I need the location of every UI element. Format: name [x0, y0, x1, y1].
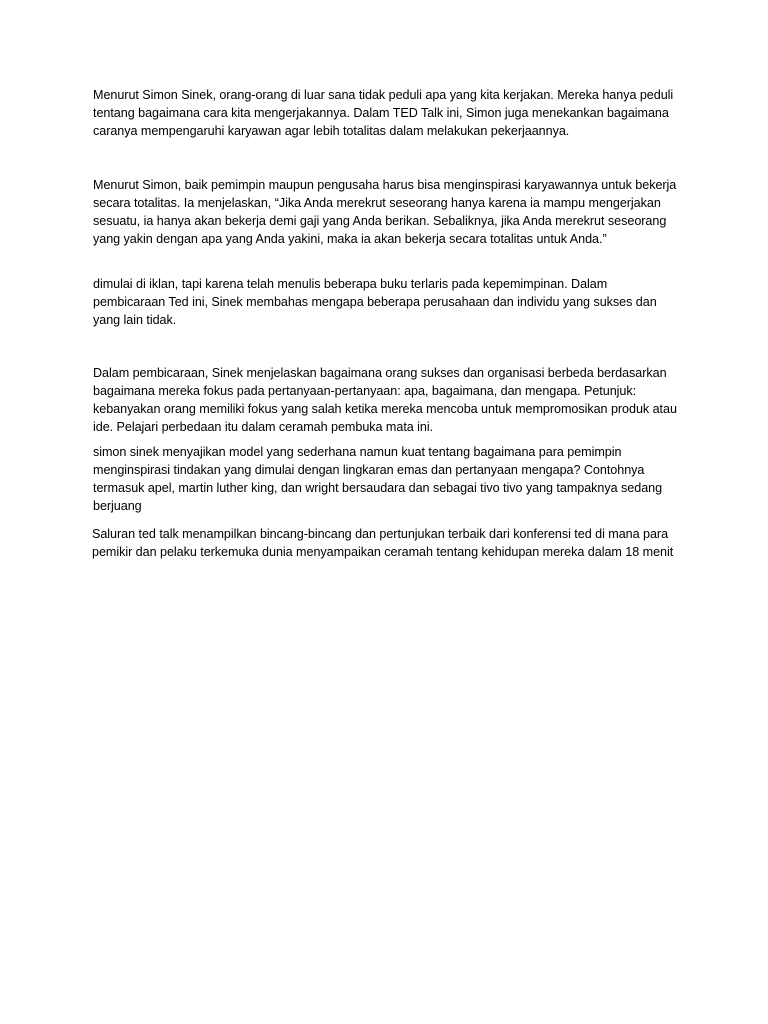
paragraph-golden-circle: simon sinek menyajikan model yang sederhana namun kuat tentang bagaimana para pemimpin menginspirasi tindakan yang dimulai dengan lingkaran emas dan pertanyaan mengapa? Contohnya termasuk apel, martin luther king, dan wright bersaudara dan sebagai tivo tivo yang tampaknya sedang berjuang — [93, 445, 663, 513]
paragraph-what-how-why: Dalam pembicaraan, Sinek menjelaskan bagaimana orang sukses dan organisasi berbeda berdasarkan bagaimana mereka fokus pada pertanyaan-pertanyaan: apa, bagaimana, dan mengapa. Petunjuk: kebanyakan orang memiliki fokus yang salah ketika mereka mencoba untuk mempromosikan produk atau ide. Pelajari perbedaan itu dalam ceramah pembuka mata ini. — [93, 366, 677, 434]
paragraph-inspire-employees: Menurut Simon, baik pemimpin maupun pengusaha harus bisa menginspirasi karyawannya untuk bekerja secara totalitas. Ia menjelaskan, “Jika Anda merekrut seseorang hanya karena ia mampu mengerjakan sesuatu, ia hanya akan bekerja demi gaji yang Anda berikan. Sebaliknya, jika Anda merekrut seseorang yang yakin dengan apa yang Anda yakini, maka ia akan bekerja secara totalitas untuk Anda.” — [93, 178, 677, 246]
paragraph-ted-talk-channel: Saluran ted talk menampilkan bincang-bincang dan pertunjukan terbaik dari konferensi ted di mana para pemikir dan pelaku terkemuka dunia menyampaikan ceramah tentang kehidupan mereka dalam 18 menit — [92, 527, 674, 559]
paragraph-bestselling-books: dimulai di iklan, tapi karena telah menulis beberapa buku terlaris pada kepemimpinan. Dalam pembicaraan Ted ini, Sinek membahas mengapa beberapa perusahaan dan individu yang sukses dan yang lain tidak. — [93, 277, 657, 327]
paragraph-intro-simon-sinek: Menurut Simon Sinek, orang-orang di luar sana tidak peduli apa yang kita kerjakan. Mereka hanya peduli tentang bagaimana cara kita mengerjakannya. Dalam TED Talk ini, Simon juga menekankan bagaimana caranya mempengaruhi karyawan agar lebih totalitas dalam melakukan pekerjaannya. — [93, 88, 674, 138]
